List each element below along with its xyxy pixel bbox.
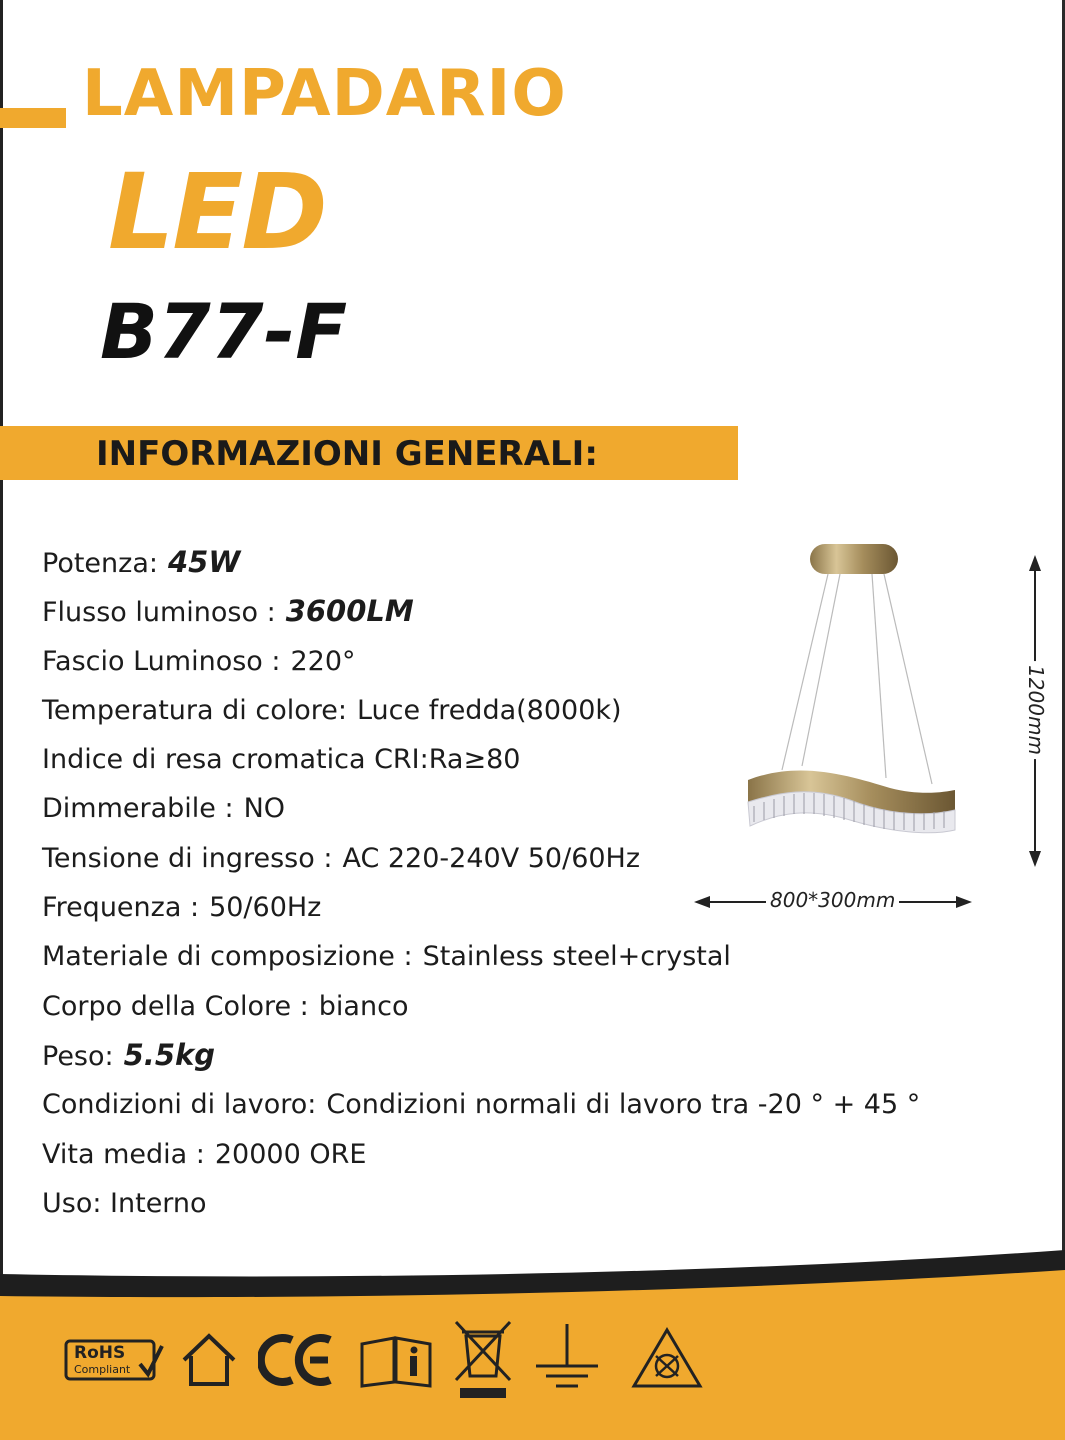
spec-label: Vita media : <box>42 1138 205 1170</box>
spec-label: Dimmerabile : <box>42 793 234 825</box>
spec-row <box>42 1031 920 1080</box>
spec-label: Corpo della Colore : <box>42 990 309 1022</box>
spec-value: bianco <box>318 990 409 1022</box>
section-title: INFORMAZIONI GENERALI: <box>96 434 598 474</box>
spec-row <box>42 1130 920 1179</box>
spec-value: 20000 ORE <box>214 1138 367 1170</box>
spec-label: Condizioni di lavoro: <box>42 1089 317 1121</box>
spec-label: Temperatura di colore: <box>42 694 347 726</box>
ce-mark-icon <box>258 1332 336 1388</box>
spec-label: Potenza: <box>42 548 158 579</box>
no-insulation-cover-icon <box>630 1326 704 1390</box>
ground-icon <box>534 1322 600 1390</box>
spec-label: Frequenza : <box>42 892 200 924</box>
spec-value: AC 220-240V 50/60Hz <box>342 842 641 874</box>
title-lampadario: LAMPADARIO <box>82 57 567 131</box>
spec-value: NO <box>243 793 286 825</box>
chandelier-image <box>690 530 990 870</box>
weee-bin-icon <box>452 1318 514 1402</box>
rohs-subtitle: Compliant <box>74 1363 131 1376</box>
spec-row <box>42 982 920 1031</box>
spec-label: Materiale di composizione : <box>42 941 413 973</box>
spec-label: Fascio Luminoso : <box>42 645 281 677</box>
spec-label: Flusso luminoso : <box>42 597 276 629</box>
width-dimension-label: 800*300mm <box>766 888 899 912</box>
spec-label: Uso: Interno <box>42 1187 207 1219</box>
spec-value: Stainless steel+crystal <box>422 941 731 973</box>
left-border <box>0 0 3 1440</box>
spec-value: 45W <box>167 545 241 579</box>
spec-value: 5.5kg <box>123 1037 216 1072</box>
spec-row <box>42 1179 920 1228</box>
spec-value: 50/60Hz <box>209 892 322 924</box>
spec-label: Indice di resa cromatica CRI:Ra≥80 <box>42 744 521 776</box>
rohs-title: RoHS <box>74 1343 126 1363</box>
rohs-icon <box>64 1338 164 1384</box>
spec-value: Luce fredda(8000k) <box>356 694 622 726</box>
spec-row <box>42 932 920 981</box>
title-accent-bar <box>0 108 66 128</box>
model-number: B77-F <box>100 287 348 376</box>
spec-label: Peso: <box>42 1040 114 1072</box>
spec-label: Tensione di ingresso : <box>42 842 333 874</box>
spec-row <box>42 1080 920 1129</box>
spec-value: 220° <box>290 645 356 677</box>
spec-value: Condizioni normali di lavoro tra -20 ° + 45 ° <box>326 1089 921 1121</box>
title-led: LED <box>108 151 326 273</box>
height-dimension-label: 1200mm <box>1024 661 1048 759</box>
spec-value: 3600LM <box>285 594 414 629</box>
manual-info-icon <box>358 1332 434 1388</box>
indoor-house-icon <box>180 1332 238 1388</box>
